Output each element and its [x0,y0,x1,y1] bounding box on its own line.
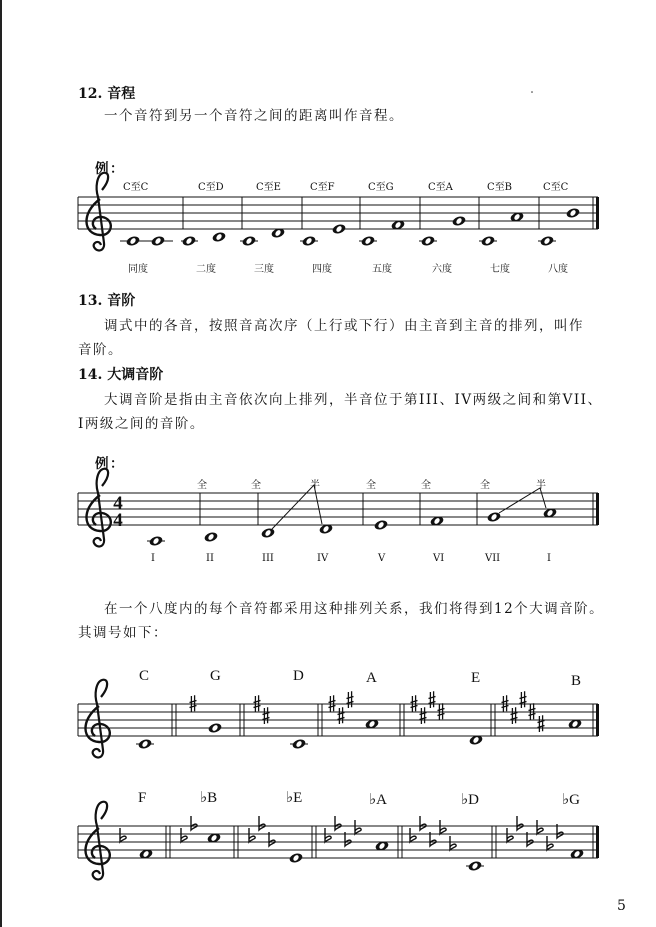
interval-top-label: C至E [256,182,281,193]
staff-flat-keys [78,802,599,880]
step-label: 全 [366,480,376,491]
interval-name: 五度 [372,264,392,275]
key-signatures-intro-line2: 其调号如下： [78,625,168,641]
key-name: ♭G [562,792,580,808]
interval-name: 同度 [128,264,148,275]
step-label: 全 [197,480,207,491]
staff-major-scale [78,469,599,547]
key-name: C [139,668,150,684]
time-signature-top: 4 [113,493,123,514]
page-number: 5 [617,898,626,914]
interval-top-label: C至C [543,182,569,193]
time-signature-bottom: 4 [113,510,123,531]
example-label-major: 例： [95,456,125,472]
interval-top-label: C至C [123,182,149,193]
degree-label: VII [485,553,501,564]
staff-intervals [78,173,599,251]
key-signatures-intro-line1: 在一个八度内的每个音符都采用这种排列关系，我们将得到12个大调音阶。 [104,601,605,617]
key-name: G [210,668,221,684]
degree-label: III [262,553,274,564]
heading-major-scale: 14. 大调音阶 [78,367,164,383]
key-name: E [471,670,481,686]
step-label: 全 [480,480,490,491]
degree-label: IV [317,553,329,564]
interval-name: 七度 [490,264,510,275]
speck [531,91,533,93]
interval-top-label: C至A [428,182,453,193]
interval-top-label: C至F [310,182,335,193]
key-name: F [138,790,147,806]
key-name: ♭D [461,792,479,808]
interval-top-label: C至G [368,182,394,193]
degree-label: II [206,553,214,564]
key-name: A [366,670,377,686]
step-label: 全 [251,480,261,491]
key-name: ♭E [286,790,303,806]
key-name: B [571,673,582,689]
major-scale-definition-line2: I两级之间的音阶。 [78,416,205,432]
interval-name: 二度 [196,264,216,275]
interval-name: 六度 [432,264,452,275]
heading-scale: 13. 音阶 [78,293,136,309]
key-name: ♭A [369,792,387,808]
major-scale-definition-line1: 大调音阶是指由主音依次向上排列，半音位于第III、IV两级之间和第VII、 [104,392,603,408]
interval-top-label: C至D [198,182,224,193]
step-label: 半 [536,480,546,491]
degree-label: I [547,553,551,564]
interval-top-label: C至B [487,182,512,193]
example-label-intervals: 例： [95,161,125,177]
degree-label: V [378,553,386,564]
staff-sharp-keys [78,680,599,758]
scale-definition-line1: 调式中的各音，按照音高次序（上行或下行）由主音到主音的排列，叫作 [104,318,584,334]
step-label: 半 [310,480,320,491]
interval-name: 四度 [312,264,332,275]
step-label: 全 [421,480,431,491]
interval-name: 八度 [548,264,568,275]
degree-label: VI [433,553,445,564]
heading-intervals: 12. 音程 [78,86,136,102]
degree-label: I [151,553,155,564]
scale-definition-line2: 音阶。 [78,342,123,358]
key-name: D [293,668,304,684]
intervals-definition: 一个音符到另一个音符之间的距离叫作音程。 [104,108,404,124]
key-name: ♭B [200,790,218,806]
interval-name: 三度 [254,264,274,275]
